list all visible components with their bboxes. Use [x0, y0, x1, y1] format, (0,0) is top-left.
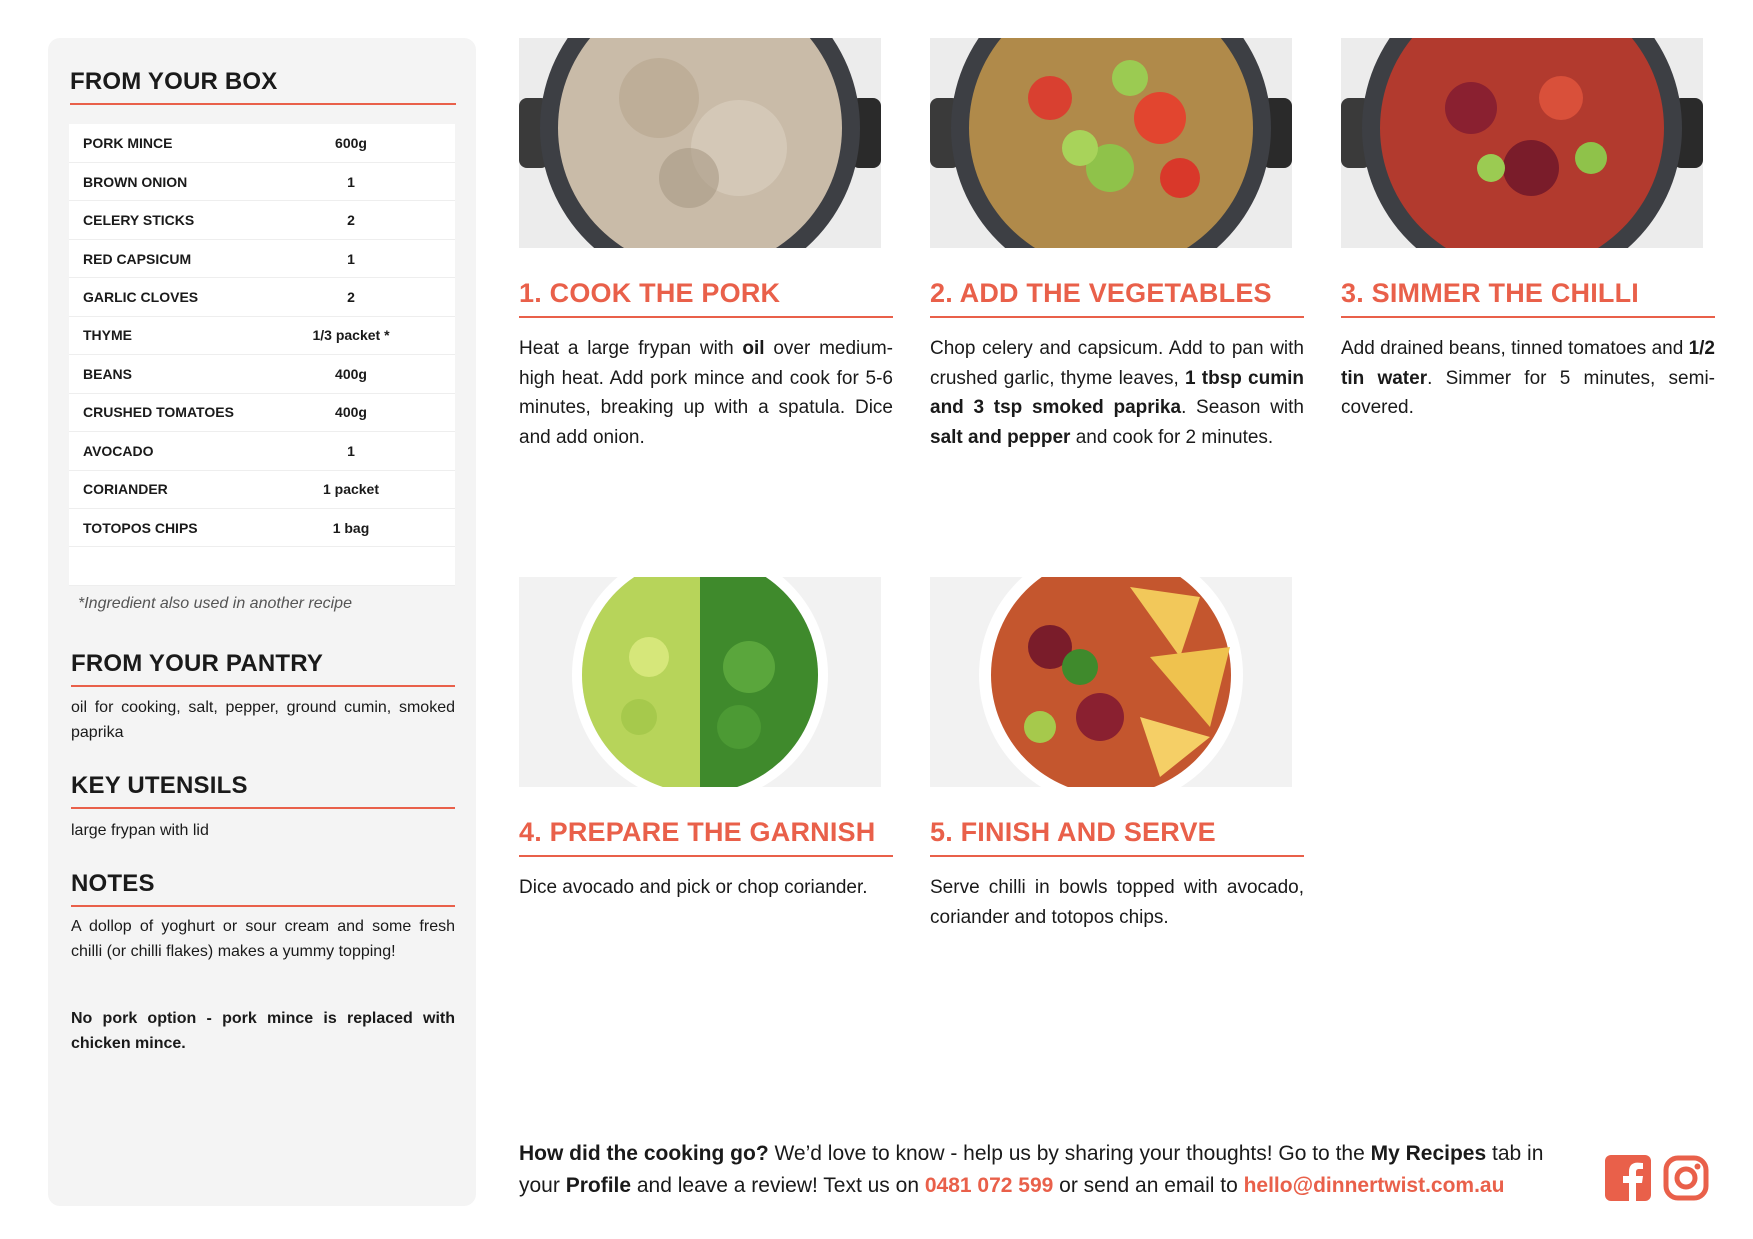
notes-heading: NOTES: [71, 870, 455, 907]
step-3-text: [1341, 334, 1715, 423]
step-text-run: Serve chilli in bowls topped with avocado, coriander and totopos chips.: [930, 877, 1304, 928]
ingredient-qty: 2: [347, 289, 355, 306]
ingredient-row: [69, 393, 455, 431]
my-recipes-link[interactable]: My Recipes: [1370, 1142, 1487, 1165]
notes-bold-text: No pork option - pork mince is replaced with chicken mince.: [71, 1010, 455, 1052]
step-5-text: [930, 873, 1304, 932]
footer-text-3: and leave a review! Text us on: [631, 1174, 925, 1197]
ingredient-row: [69, 124, 455, 162]
ingredients-table: [69, 124, 455, 586]
ingredient-row: [69, 509, 455, 547]
ingredient-name: CORIANDER: [83, 481, 168, 498]
ingredient-name: THYME: [83, 327, 132, 344]
step-text-bold: 1/2 tin water: [1341, 338, 1715, 389]
ingredient-row: [69, 239, 455, 277]
ingredient-qty: 600g: [335, 134, 367, 151]
step-2-text: [930, 334, 1304, 452]
step-text-run: Dice avocado and pick or chop coriander.: [519, 877, 868, 898]
ingredient-name: CRUSHED TOMATOES: [83, 404, 234, 421]
ingredient-name: BROWN ONION: [83, 173, 188, 190]
ingredient-name: PORK MINCE: [83, 134, 173, 151]
step-4-text: [519, 873, 893, 903]
pantry-heading: FROM YOUR PANTRY: [71, 650, 455, 687]
step-4-photo: [519, 577, 881, 787]
ingredient-name: RED CAPSICUM: [83, 250, 192, 267]
step-text-run: . Simmer for 5 minutes, semi-covered.: [1341, 367, 1716, 418]
ingredient-qty: 1: [347, 442, 355, 459]
step-text-run: Heat a large frypan with: [519, 338, 743, 359]
ingredient-name: GARLIC CLOVES: [83, 289, 199, 306]
ingredient-row: [69, 432, 455, 470]
ingredient-row: [69, 162, 455, 200]
email-link[interactable]: hello@dinnertwist.com.au: [1243, 1174, 1505, 1197]
step-3-title: 3. SIMMER THE CHILLI: [1341, 278, 1715, 318]
ingredient-row: [69, 201, 455, 239]
ingredient-qty: 1: [347, 173, 355, 190]
pantry-text: oil for cooking, salt, pepper, ground cumin, smoked paprika: [71, 699, 455, 741]
feedback-footer: [519, 1138, 1569, 1202]
ingredient-qty: 400g: [335, 404, 367, 421]
step-text-run: . Season with: [1181, 397, 1304, 418]
ingredient-qty: 400g: [335, 365, 367, 382]
step-1-title: 1. COOK THE PORK: [519, 278, 893, 318]
step-2-title: 2. ADD THE VEGETABLES: [930, 278, 1304, 318]
profile-link[interactable]: Profile: [565, 1174, 632, 1197]
phone-link[interactable]: 0481 072 599: [924, 1174, 1054, 1197]
ingredient-row: [69, 470, 455, 508]
instagram-icon[interactable]: [1663, 1155, 1709, 1201]
footer-text-4: or send an email to: [1053, 1174, 1244, 1197]
step-5-photo: [930, 577, 1292, 787]
step-1-text: [519, 334, 893, 452]
step-text-run: over medium-high heat. Add pork mince and cook for 5-6 minutes, breaking up with a spatula. Dice and add onion.: [519, 338, 893, 448]
step-text-run: Add drained beans, tinned tomatoes and: [1341, 338, 1689, 359]
ingredient-qty: 1: [347, 250, 355, 267]
ingredient-qty: 1 bag: [332, 519, 370, 536]
footer-text-2: tab in your: [519, 1142, 1544, 1197]
ingredient-row: [69, 278, 455, 316]
step-1-photo: [519, 38, 881, 248]
footer-text-1: We’d love to know - help us by sharing your thoughts! Go to the: [768, 1142, 1371, 1165]
footer-question: How did the cooking go?: [519, 1142, 769, 1165]
step-4-title: 4. PREPARE THE GARNISH: [519, 817, 893, 857]
facebook-icon[interactable]: [1605, 1155, 1651, 1201]
step-text-run: and cook for 2 minutes.: [1070, 426, 1274, 448]
sidebar-panel: [48, 38, 476, 1206]
ingredient-row: [69, 355, 455, 393]
ingredient-name: CELERY STICKS: [83, 212, 195, 229]
step-3-photo: [1341, 38, 1703, 248]
step-4: [519, 577, 893, 903]
ingredient-name: AVOCADO: [83, 442, 154, 459]
step-text-bold: 1 tbsp cumin and 3 tsp smoked paprika: [930, 367, 1304, 418]
utensils-heading: KEY UTENSILS: [71, 772, 455, 809]
step-1: [519, 38, 893, 452]
ingredient-name: BEANS: [83, 365, 133, 382]
step-text-bold: oil: [742, 338, 765, 359]
ingredient-row: [69, 316, 455, 354]
step-text-run: Chop celery and capsicum. Add to pan with crushed garlic, thyme leaves,: [930, 338, 1304, 389]
step-2: [930, 38, 1304, 452]
notes-text: A dollop of yoghurt or sour cream and some fresh chilli (or chilli flakes) makes a yummy topping!: [71, 918, 455, 960]
ingredient-footnote: *Ingredient also used in another recipe: [78, 595, 352, 612]
utensils-text: large frypan with lid: [71, 822, 209, 839]
ingredient-qty: 2: [347, 212, 355, 229]
step-3: [1341, 38, 1715, 423]
step-text-bold: salt and pepper: [930, 426, 1071, 448]
step-2-photo: [930, 38, 1292, 248]
ingredient-qty: 1/3 packet *: [312, 327, 390, 344]
ingredient-name: TOTOPOS CHIPS: [83, 519, 198, 536]
step-5-title: 5. FINISH AND SERVE: [930, 817, 1304, 857]
ingredient-qty: 1 packet: [322, 481, 380, 498]
ingredient-row-empty: [69, 547, 455, 586]
step-5: [930, 577, 1304, 932]
box-heading: FROM YOUR BOX: [70, 68, 456, 105]
